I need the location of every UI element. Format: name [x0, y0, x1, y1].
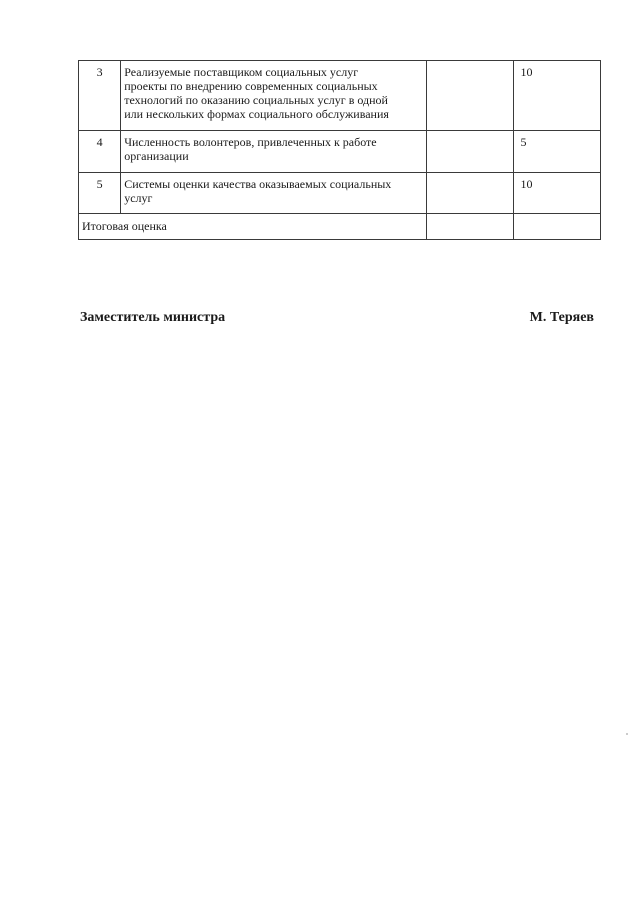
criterion-value	[426, 131, 514, 173]
criterion-score: 10	[514, 173, 601, 214]
criterion-line: услуг	[124, 191, 153, 205]
total-label: Итоговая оценка	[79, 214, 427, 240]
criterion-value	[426, 173, 514, 214]
criterion-line: или нескольких формах социального обслуживания	[124, 107, 389, 121]
criteria-table	[78, 60, 601, 240]
row-number: 3	[79, 61, 121, 131]
total-score	[514, 214, 601, 240]
criterion-line: технологий по оказанию социальных услуг в одной	[124, 93, 388, 107]
signatory-position: Заместитель министра	[80, 310, 226, 325]
criterion-name	[121, 173, 427, 214]
table-row	[79, 173, 601, 214]
criterion-score: 5	[514, 131, 601, 173]
criterion-score: 10	[514, 61, 601, 131]
criterion-line: Численность волонтеров, привлеченных к работе	[124, 135, 377, 149]
signatory-name: М. Теряев	[529, 310, 594, 325]
criterion-name	[121, 61, 427, 131]
criterion-line: Системы оценки качества оказываемых социальных	[124, 177, 392, 191]
row-number: 5	[79, 173, 121, 214]
total-value	[426, 214, 514, 240]
scan-speck	[626, 733, 628, 735]
total-row	[79, 214, 601, 240]
table-row	[79, 131, 601, 173]
criterion-name	[121, 131, 427, 173]
criterion-line: организации	[124, 149, 189, 163]
row-number: 4	[79, 131, 121, 173]
criterion-line: проекты по внедрению современных социальных	[124, 79, 378, 93]
table-row	[79, 61, 601, 131]
criterion-line: Реализуемые поставщиком социальных услуг	[124, 65, 359, 79]
criterion-value	[426, 61, 514, 131]
